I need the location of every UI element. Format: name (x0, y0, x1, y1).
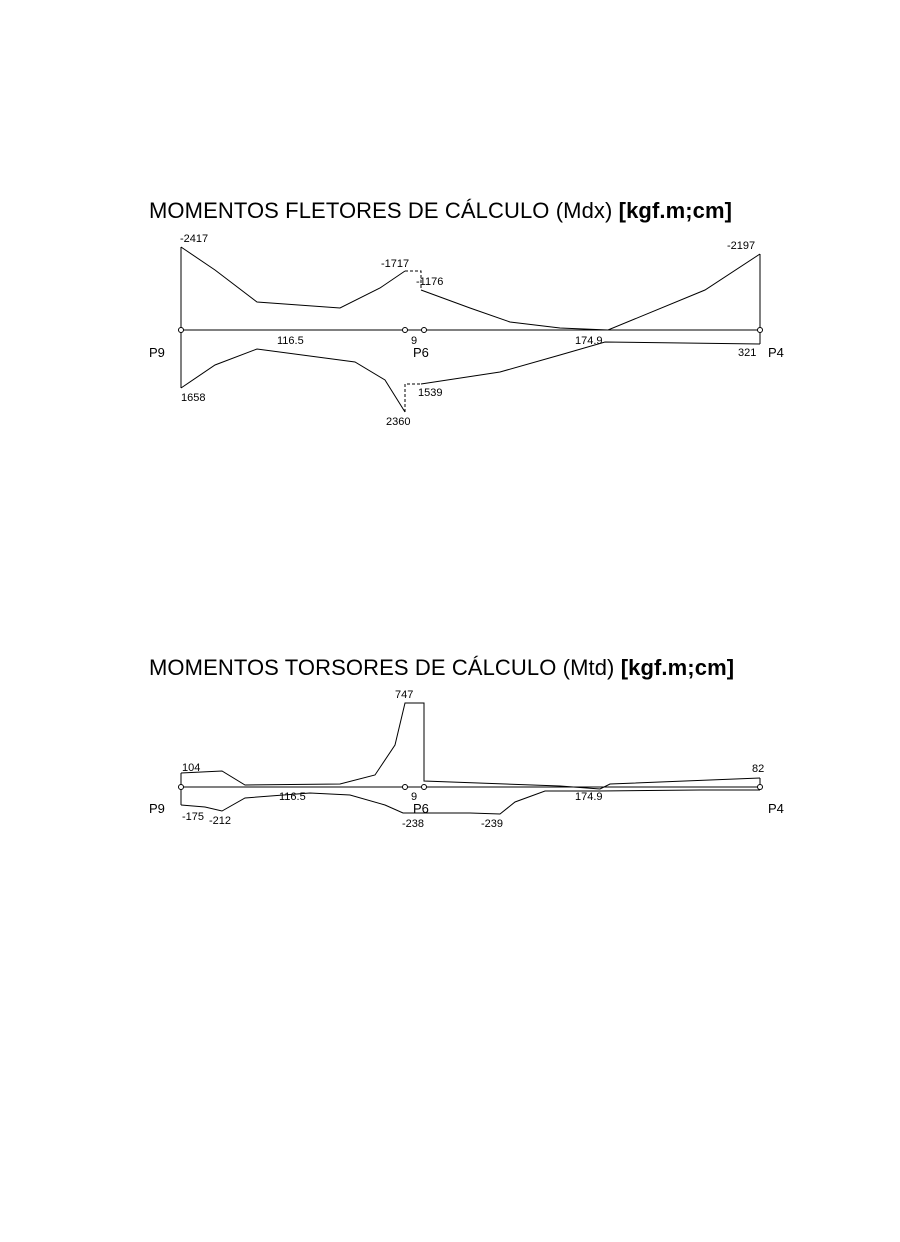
bending-units: [kgf.m;cm] (618, 198, 733, 223)
value-label: -2417 (180, 233, 209, 245)
support-label-p9: P9 (149, 345, 165, 360)
support-label-p6: P6 (413, 345, 429, 360)
value-label: 82 (752, 763, 765, 775)
value-label: 1658 (181, 392, 206, 404)
torsion-moment-diagram (0, 680, 900, 840)
value-label: -1176 (416, 276, 444, 288)
value-label: 321 (738, 347, 757, 359)
torsion-title (149, 655, 734, 681)
value-label: -1717 (381, 258, 410, 270)
node-left-end-span (403, 328, 408, 333)
torsion-title-text: MOMENTOS TORSORES DE CÁLCULO (Mtd) (149, 655, 615, 680)
value-label: -2197 (727, 240, 756, 252)
value-label: -175 (182, 811, 205, 823)
support-label-p4: P4 (768, 801, 784, 816)
negative-moment-curve (181, 247, 405, 308)
node-p6 (422, 785, 427, 790)
support-label-p4: P4 (768, 345, 784, 360)
span-label-1: 116.5 (279, 791, 306, 803)
node-p4 (758, 328, 763, 333)
value-label: 104 (182, 762, 201, 774)
value-label: -212 (209, 815, 232, 827)
negative-moment-curve-right (421, 254, 760, 330)
node-left-end-span (403, 785, 408, 790)
positive-torsion-curve (181, 703, 760, 789)
span-label-2: 9 (411, 791, 418, 803)
positive-moment-curve-right (421, 342, 760, 384)
bending-title-text: MOMENTOS FLETORES DE CÁLCULO (Mdx) (149, 198, 613, 223)
node-p9 (179, 785, 184, 790)
support-label-p6: P6 (413, 801, 429, 816)
support-label-p9: P9 (149, 801, 165, 816)
span-label-2: 9 (411, 335, 418, 347)
bending-moment-diagram (0, 220, 900, 440)
value-label: -238 (402, 818, 425, 830)
node-p6 (422, 328, 427, 333)
value-label: 747 (395, 689, 414, 701)
value-label: 1539 (418, 387, 443, 399)
positive-moment-curve (181, 349, 405, 412)
node-p9 (179, 328, 184, 333)
negative-torsion-curve (181, 790, 760, 814)
value-label: -239 (481, 818, 504, 830)
span-label-3: 174.9 (575, 335, 603, 347)
value-label: 2360 (386, 416, 411, 428)
span-label-1: 116.5 (277, 335, 304, 347)
torsion-units: [kgf.m;cm] (620, 655, 735, 680)
node-p4 (758, 785, 763, 790)
span-label-3: 174.9 (575, 791, 603, 803)
